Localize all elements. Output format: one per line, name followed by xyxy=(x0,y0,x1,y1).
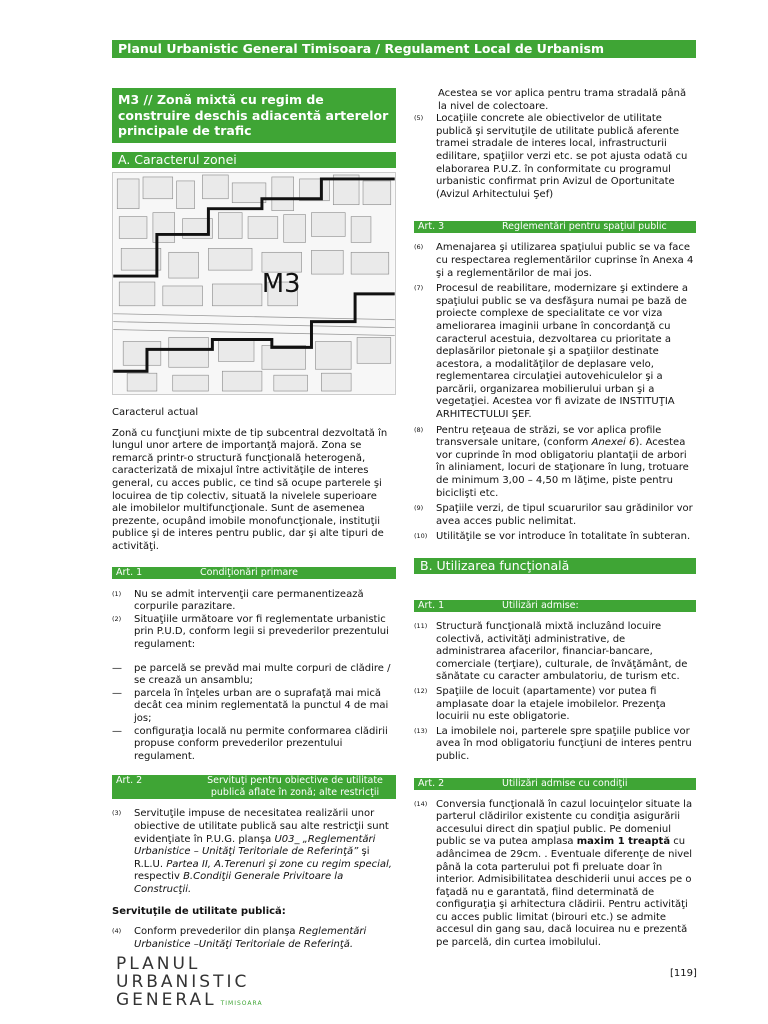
intro-text: Acestea se vor aplica pentru trama stradală până la nivel de colectoare. xyxy=(438,88,687,112)
art-title: Condiţionări primare xyxy=(200,566,298,578)
footnote-6: (6) Amenajarea şi utilizarea spaţiului public se va face cu respectarea reglementărilor cuprinse în Anexa 4 şi a reglementărilor de mai jos. xyxy=(414,242,694,279)
b-art1-bar xyxy=(414,600,696,612)
section-a-heading: A. Caracterul zonei xyxy=(112,152,396,168)
footnote-9: (9) Spaţiile verzi, de tipul scuarurilor sau grădinilor vor avea acces public nelimitat. xyxy=(414,503,693,527)
footnote-8: (8) Pentru reţeaua de străzi, se vor aplica profile transversale unitare, (conform Anexei 6). Acestea vor cuprinde în mod obligatoriu plantaţii de arbori în aliniament, locuri de staţionare în lung, trotuare de minimum 3,00 – 4,50 m lăţime, piste pentru biciclişti etc. xyxy=(414,424,689,499)
footnote-12: (12) Spaţiile de locuit (apartamente) vor putea fi amplasate doar la etajele imobilelor. Prezenţa locuirii nu este obligatorie. xyxy=(414,685,666,723)
footnote-14: (14) Conversia funcţională în cazul locuinţelor situate la parterul clădirilor existente cu condiţia asigurării accesului direct din spaţiul public. Pe domeniul public se va putea amplasa maxim 1 treaptă cu adâncimea de 29cm. . Eventuale diferenţe de nivel până la cota parterului pot fi preluate doar în interior. Admisibilitatea deschiderii unui acces pe o faţadă nu e garantată, fiind determinată de configuraţia şi arhitectura clădirii. Pentru activităţi cu acces public limitat (birouri etc.) se admite accesul din gang sau, dacă locuirea nu e prezentă pe parcelă, din curtea imobilului. xyxy=(414,798,693,949)
footnote-3: (3) Servituţile impuse de necesitatea realizării unor obiective de utilitate publică sau alte restricţii sunt evidenţiate în P.U.G. planşa U03_ „Reglementări Urbanistice – Unităţi Teritoriale de Referinţă” şi R.L.U. Partea II, A.Terenuri şi zone cu regim special, respectiv B.Condiţii Generale Privitoare la Construcţii. xyxy=(112,808,392,895)
zone-map xyxy=(112,172,396,395)
dash-item: — pe parcelă se prevăd mai multe corpuri de clădire / se crează un ansamblu; xyxy=(112,662,391,687)
zone-description: Zonă cu funcţiuni mixte de tip subcentral dezvoltată în lungul unor artere de importanţă majoră. Zona se remarcă printr-o structură funcţională heterogenă, caracterizată de mixajul între activităţile de interes general, cu acces public, ce tind să ocupe parterele şi locuirea de tip colectiv, situată la nivelele superioare ale imobilelor multifuncţionale. Sunt de asemenea prezente, ocupând imobile monofuncţionale, instituţii publice şi de interes pentru public, dar şi alte tipuri de activităţi. xyxy=(112,427,388,553)
art1-bar xyxy=(112,567,396,579)
art2-bar xyxy=(112,775,396,799)
section-subtitle: Caracterul actual xyxy=(112,407,199,419)
dash-item: — parcela în înţeles urban are o suprafaţă mai mică decât cea minim reglementată la punctul 4 de mai jos; xyxy=(112,687,389,724)
pug-logo: PLANUL URBANISTIC GENERAL TIMISOARA xyxy=(116,954,263,1010)
art-number: Art. 1 xyxy=(116,566,143,578)
footnote-5: (5) Locaţiile concrete ale obiectivelor de utilitate publică şi servituţile de utilitate publică aferente tramei stradale de interes local, infrastructurii edilitare, spaţiilor verzi etc. se pot ajusta odată cu elaborarea P.U.Z. în conformitate cu programul urbanistic confirmat prin Avizul de Oportunitate (Avizul Arhitectului Şef) xyxy=(414,113,688,200)
footnote-10: (10) Utilităţile se vor introduce în totalitate în subteran. xyxy=(414,531,691,543)
art-number: Art. 1 xyxy=(418,600,445,611)
footnote-4: (4) Conform prevederilor din planşa Reglementări Urbanistice –Unităţi Teritoriale de Referinţă. xyxy=(112,926,367,950)
art-title: Reglementări pentru spaţiul public xyxy=(502,221,667,233)
zone-title: M3 // Zonă mixtă cu regim de construire deschis adiacentă arterelor principale de trafic xyxy=(112,88,396,143)
section-b-heading: B. Utilizarea funcţională xyxy=(414,558,696,574)
document-header: Planul Urbanistic General Timisoara / Regulament Local de Urbanism xyxy=(112,40,696,58)
art3-bar xyxy=(414,221,696,233)
footnote-7: (7) Procesul de reabilitare, modernizare şi extindere a spaţiului public se va desfăşura numai pe bază de proiecte complexe de specialitate ce vor viza ameliorarea imaginii urbane în concordanţă cu caracterul acestuia, dezvoltarea cu prioritate a deplasărilor pietonale şi a spaţiilor destinate acestora, a modalităţilor de deplasare velo, reglementarea circulaţiei autovehiculelor şi a parcării, organizarea mobilierului urban şi a vegetaţiei. Acestea vor fi avizate de INSTITUŢIA ARHITECTULUI ŞEF. xyxy=(414,283,688,421)
map-zone-label: M3 xyxy=(261,268,301,299)
b-art2-bar xyxy=(414,778,696,790)
footnote-13: (13) La imobilele noi, parterele spre spaţiile publice vor avea în mod obligatoriu funcţiuni de interes pentru public. xyxy=(414,725,692,762)
footnote-1: (1) Nu se admit intervenţii care permanentizează corpurile parazitare. xyxy=(112,588,364,613)
art-title: Utilizări admise cu condiţii xyxy=(502,777,628,789)
art-title: Servituţi pentru obiective de utilitate publică aflate în zonă; alte restricţii xyxy=(207,775,383,799)
footnote-11: (11) Structură funcţională mixtă incluzând locuire colectivă, activităţi administrative, de administrarea afacerilor, financiar-bancare, comerciale (terţiare), culturale, de învăţământ, de sănătate cu caracter ambulatoriu, de turism etc. xyxy=(414,621,688,683)
art-number: Art. 2 xyxy=(418,777,445,789)
art-number: Art. 2 xyxy=(116,775,143,787)
art-title: Utilizări admise: xyxy=(502,600,579,611)
right-column xyxy=(414,88,696,950)
dash-item: — configuraţia locală nu permite conformarea clădirii propuse conform prevederilor prezentului regulament. xyxy=(112,725,388,762)
servitudes-subheading: Servituţile de utilitate publică: xyxy=(112,905,286,917)
art-number: Art. 3 xyxy=(418,221,445,233)
footnote-2: (2) Situaţiile următoare vor fi reglementate urbanistic prin P.U.D, conform legii si prevederilor prezentului regulament: xyxy=(112,613,389,650)
left-column xyxy=(112,88,396,951)
page-number: [119] xyxy=(670,968,697,979)
